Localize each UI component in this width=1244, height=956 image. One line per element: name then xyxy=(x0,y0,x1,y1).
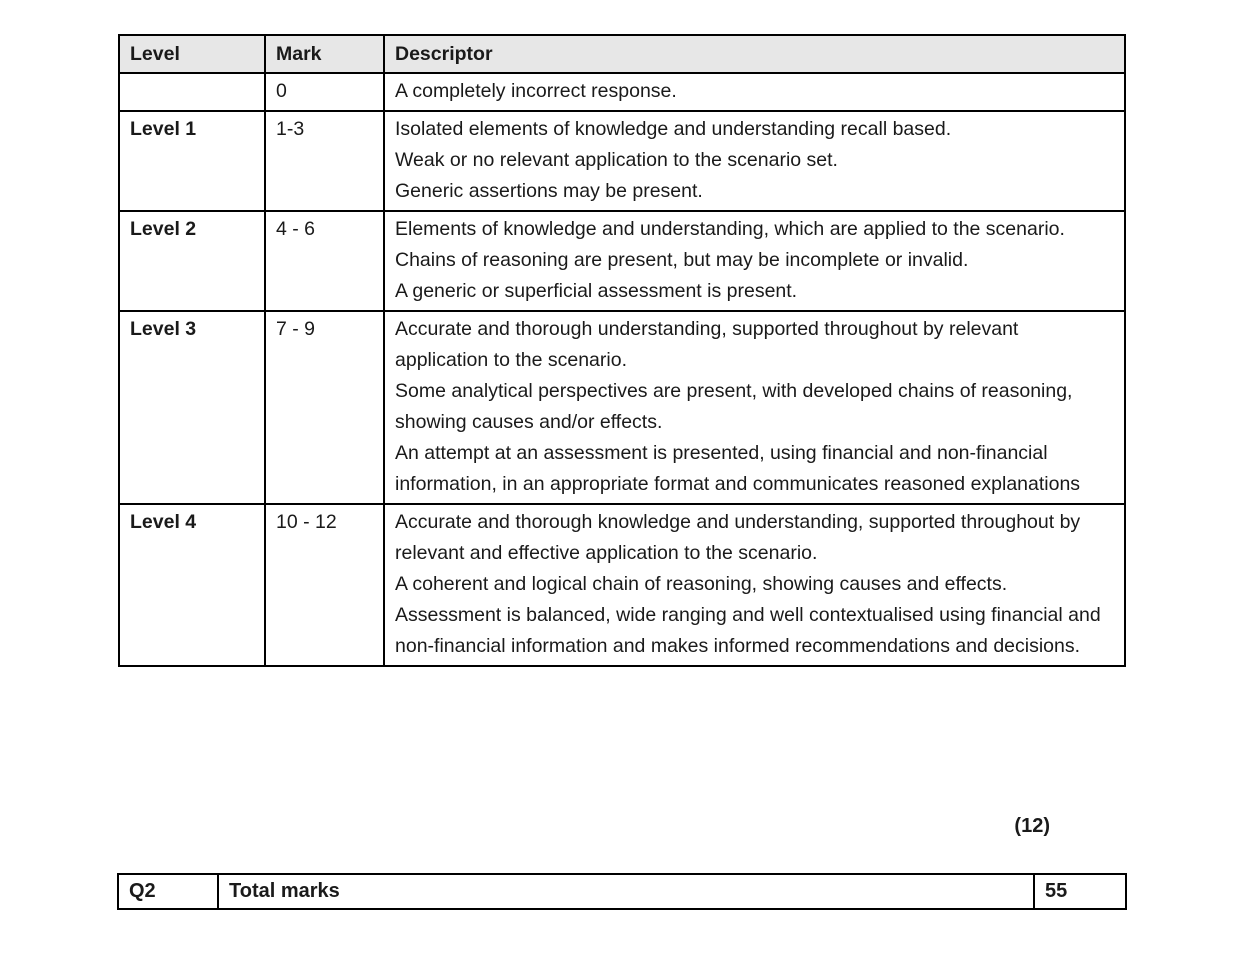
descriptor-line: Accurate and thorough knowledge and understanding, supported throughout by relevant and effective application to the scenario. xyxy=(395,511,1081,564)
descriptor-cell xyxy=(384,504,1125,666)
descriptor-line: Isolated elements of knowledge and understanding recall based. xyxy=(395,118,952,140)
total-marks-table xyxy=(117,873,1127,910)
mark-cell: 7 - 9 xyxy=(265,311,384,504)
level-cell xyxy=(119,73,265,111)
descriptor-line: Generic assertions may be present. xyxy=(395,180,703,202)
question-marks-available: (12) xyxy=(1014,815,1050,837)
descriptor-line: Some analytical perspectives are present, with developed chains of reasoning, showing causes and/or effects. xyxy=(395,380,1073,433)
descriptor-line: Elements of knowledge and understanding, which are applied to the scenario. xyxy=(395,218,1065,240)
descriptor-line: A generic or superficial assessment is present. xyxy=(395,280,798,302)
descriptor-line: Chains of reasoning are present, but may be incomplete or invalid. xyxy=(395,249,969,271)
total-marks-row xyxy=(118,874,1126,909)
mark-cell: 4 - 6 xyxy=(265,211,384,311)
marking-rubric-table xyxy=(118,34,1126,667)
total-marks-label-cell: Total marks xyxy=(218,874,1034,909)
level-cell: Level 1 xyxy=(119,111,265,211)
descriptor-cell xyxy=(384,211,1125,311)
descriptor-cell xyxy=(384,73,1125,111)
rubric-header-row xyxy=(119,35,1125,73)
descriptor-line: Assessment is balanced, wide ranging and well contextualised using financial and non-financial information and makes informed recommendations and decisions. xyxy=(395,604,1101,657)
rubric-row-level3 xyxy=(119,311,1125,504)
descriptor-line: A completely incorrect response. xyxy=(395,80,677,102)
header-mark: Mark xyxy=(265,35,384,73)
descriptor-cell xyxy=(384,311,1125,504)
descriptor-cell xyxy=(384,111,1125,211)
header-level: Level xyxy=(119,35,265,73)
mark-cell: 0 xyxy=(265,73,384,111)
mark-cell: 1-3 xyxy=(265,111,384,211)
descriptor-line: Accurate and thorough understanding, supported throughout by relevant application to the scenario. xyxy=(395,318,1019,371)
rubric-row-level1 xyxy=(119,111,1125,211)
mark-cell: 10 - 12 xyxy=(265,504,384,666)
descriptor-line: A coherent and logical chain of reasoning, showing causes and effects. xyxy=(395,573,1008,595)
level-cell: Level 2 xyxy=(119,211,265,311)
rubric-row-level2 xyxy=(119,211,1125,311)
level-cell: Level 3 xyxy=(119,311,265,504)
header-descriptor: Descriptor xyxy=(384,35,1125,73)
descriptor-line: An attempt at an assessment is presented, using financial and non-financial information, in an appropriate format and communicates reasoned explanations xyxy=(395,442,1081,495)
question-number-cell: Q2 xyxy=(118,874,218,909)
total-marks-value-cell: 55 xyxy=(1034,874,1126,909)
descriptor-line: Weak or no relevant application to the scenario set. xyxy=(395,149,838,171)
rubric-row-level0 xyxy=(119,73,1125,111)
level-cell: Level 4 xyxy=(119,504,265,666)
rubric-row-level4 xyxy=(119,504,1125,666)
